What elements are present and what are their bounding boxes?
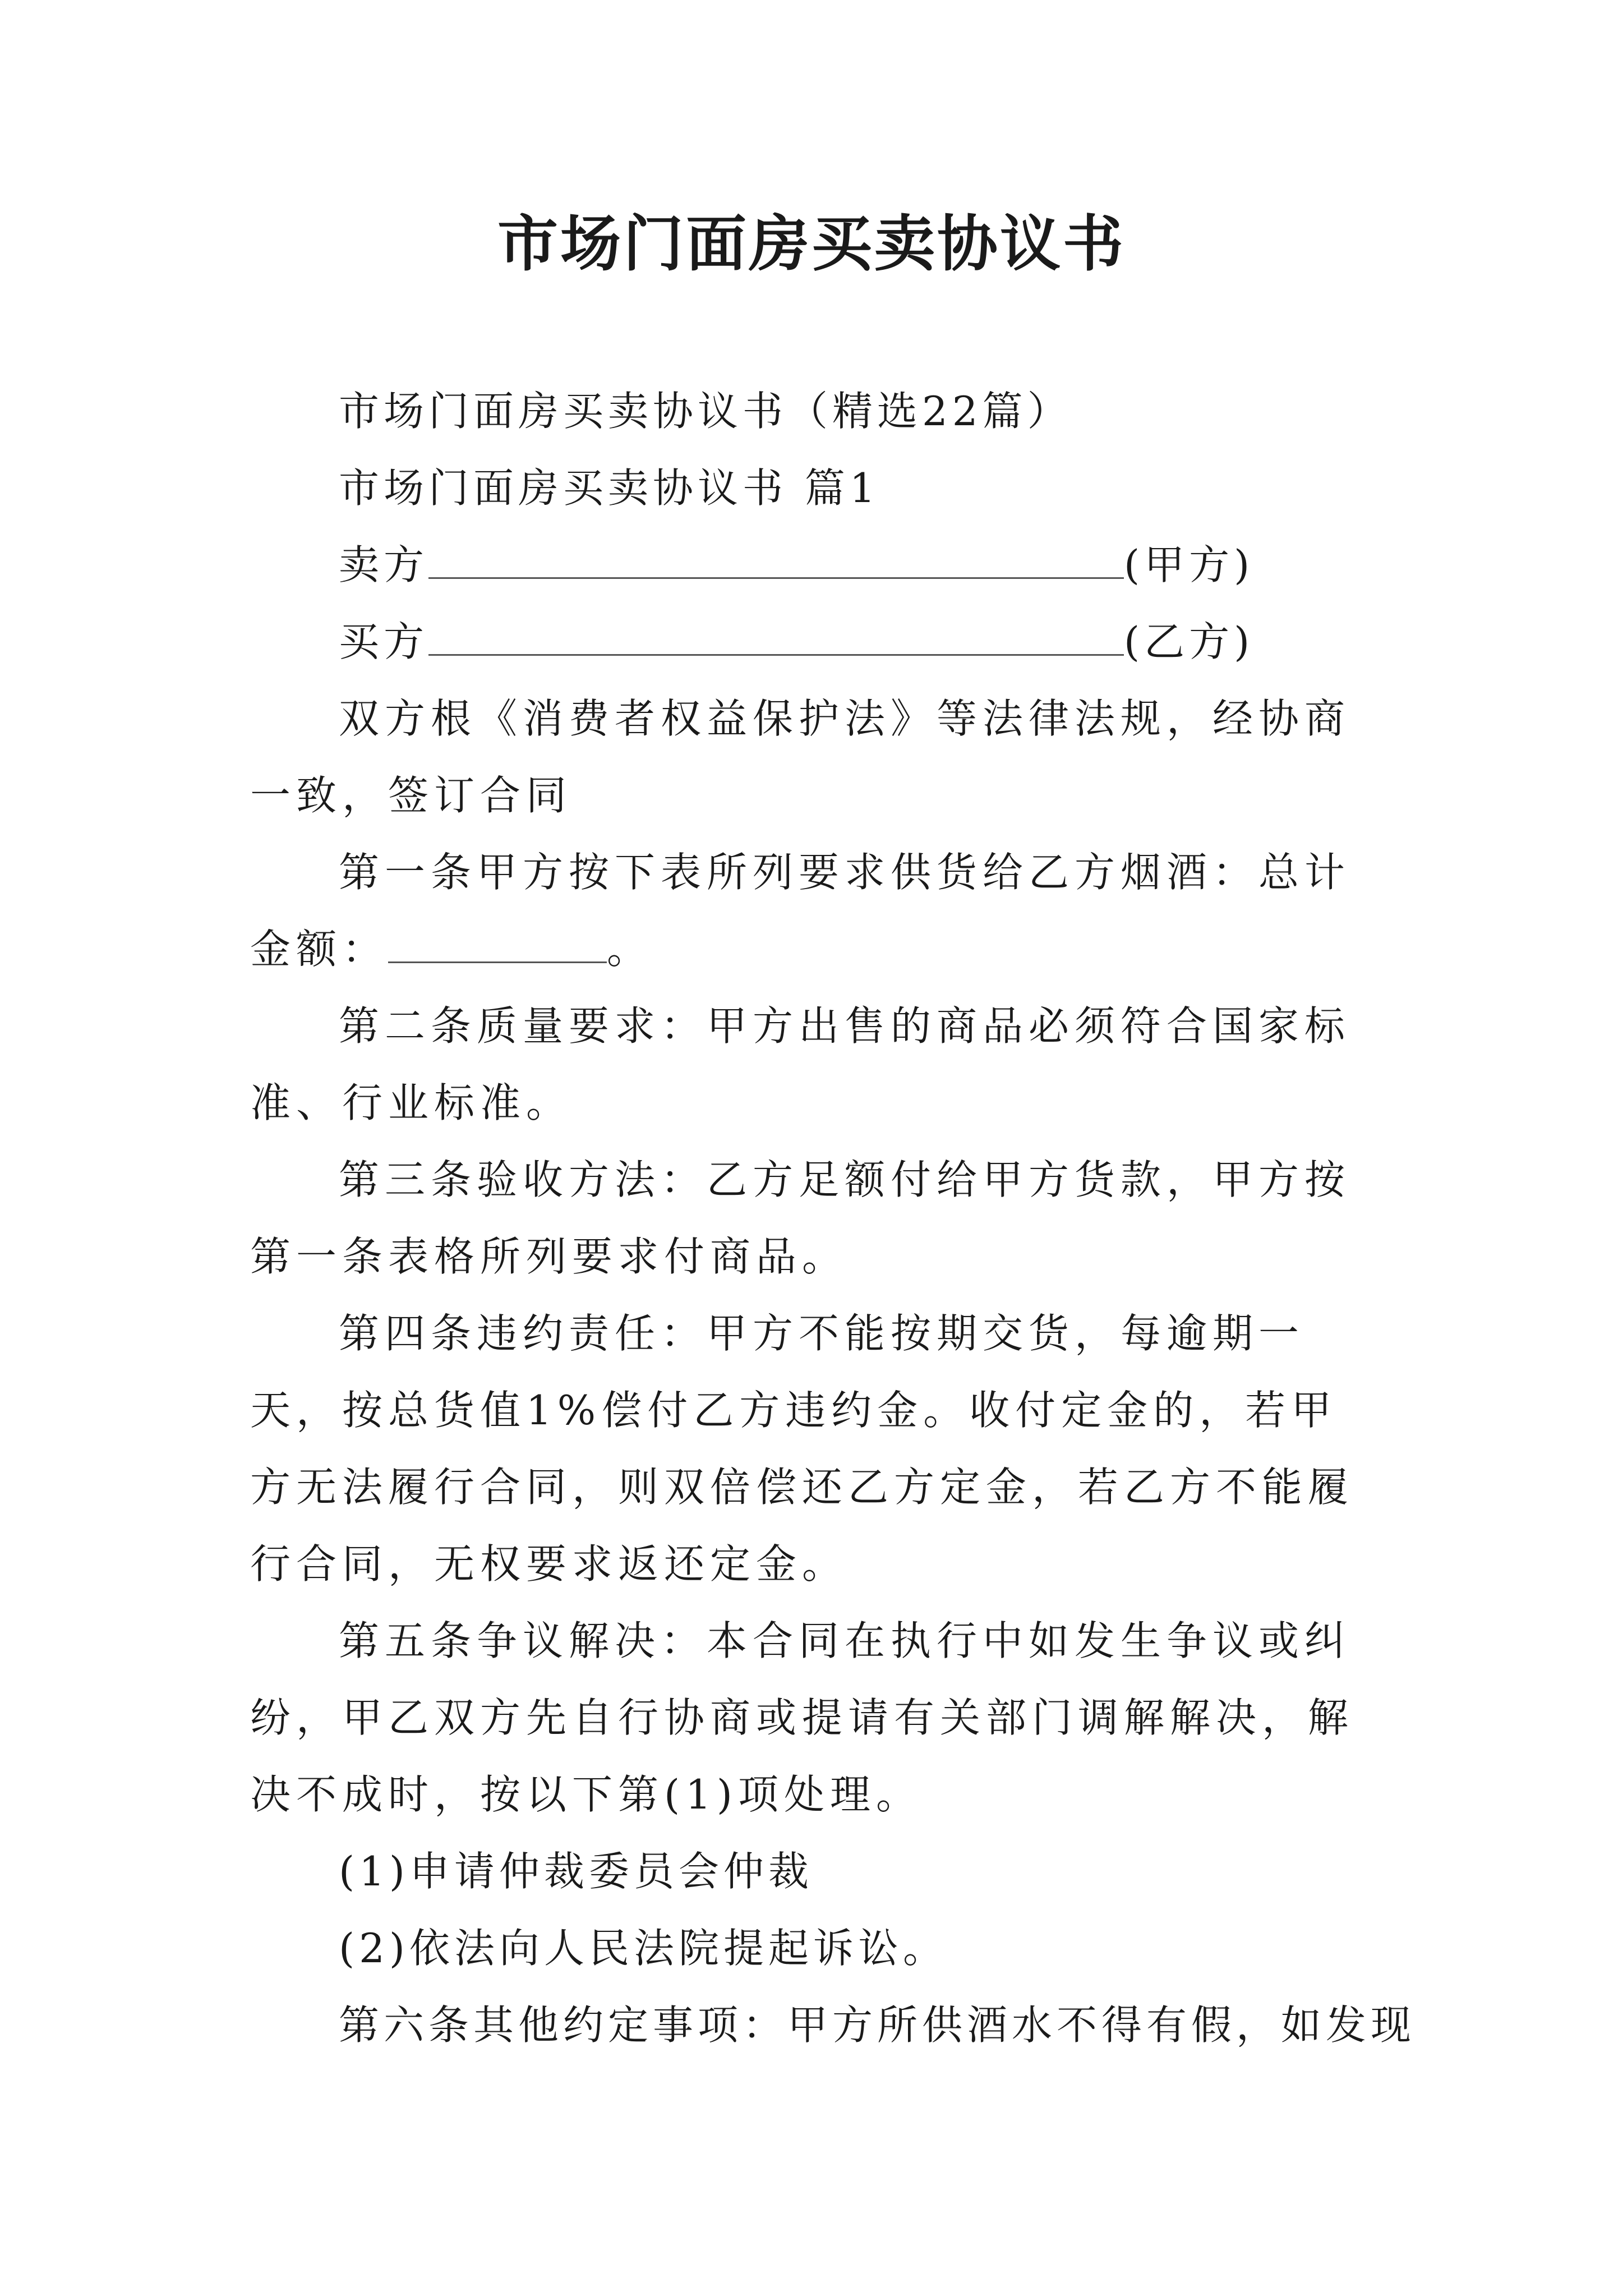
intro-paragraph: 双方根《消费者权益保护法》等法律法规，经协商一致，签订合同 xyxy=(250,695,1351,819)
document-body xyxy=(250,373,1416,2064)
option-1: (1)申请仲裁委员会仲裁 xyxy=(339,1848,813,1895)
option-2: (2)依法向人民法院提起诉讼。 xyxy=(339,1925,948,1972)
document-title: 市场门面房买卖协议书 xyxy=(497,209,1126,279)
article-1-text: 第一条甲方按下表所列要求供货给乙方烟酒：总计金额： xyxy=(250,849,1351,973)
article-1 xyxy=(250,834,1383,988)
seller-role: (甲方) xyxy=(1124,541,1255,588)
seller-blank xyxy=(428,544,1124,579)
buyer-blank xyxy=(428,620,1124,656)
article-5: 第五条争议解决：本合同在执行中如发生争议或纠纷，甲乙双方先自行协商或提请有关部门调解解决，解决不成时，按以下第(1)项处理。 xyxy=(250,1617,1354,1818)
article-2: 第二条质量要求：甲方出售的商品必须符合国家标准、行业标准。 xyxy=(250,1002,1351,1126)
buyer-label: 买方 xyxy=(339,618,429,665)
article-6: 第六条其他约定事项：甲方所供酒水不得有假，如发现 xyxy=(339,2001,1416,2049)
article-3: 第三条验收方法：乙方足额付给甲方货款，甲方按第一条表格所列要求付商品。 xyxy=(250,1156,1351,1280)
section-heading: 市场门面房买卖协议书 篇1 xyxy=(339,464,880,512)
seller-label: 卖方 xyxy=(339,541,429,588)
article-1-end: 。 xyxy=(607,926,653,973)
buyer-role: (乙方) xyxy=(1124,618,1255,665)
subtitle: 市场门面房买卖协议书（精选22篇） xyxy=(339,388,1072,435)
buyer-line xyxy=(250,604,1383,680)
amount-blank xyxy=(388,928,607,963)
article-4: 第四条违约责任：甲方不能按期交货，每逾期一天，按总货值1%偿付乙方违约金。收付定金的，若甲方无法履行合同，则双倍偿还乙方定金，若乙方不能履行合同，无权要求返还定金。 xyxy=(250,1310,1354,1588)
seller-line xyxy=(250,527,1383,604)
